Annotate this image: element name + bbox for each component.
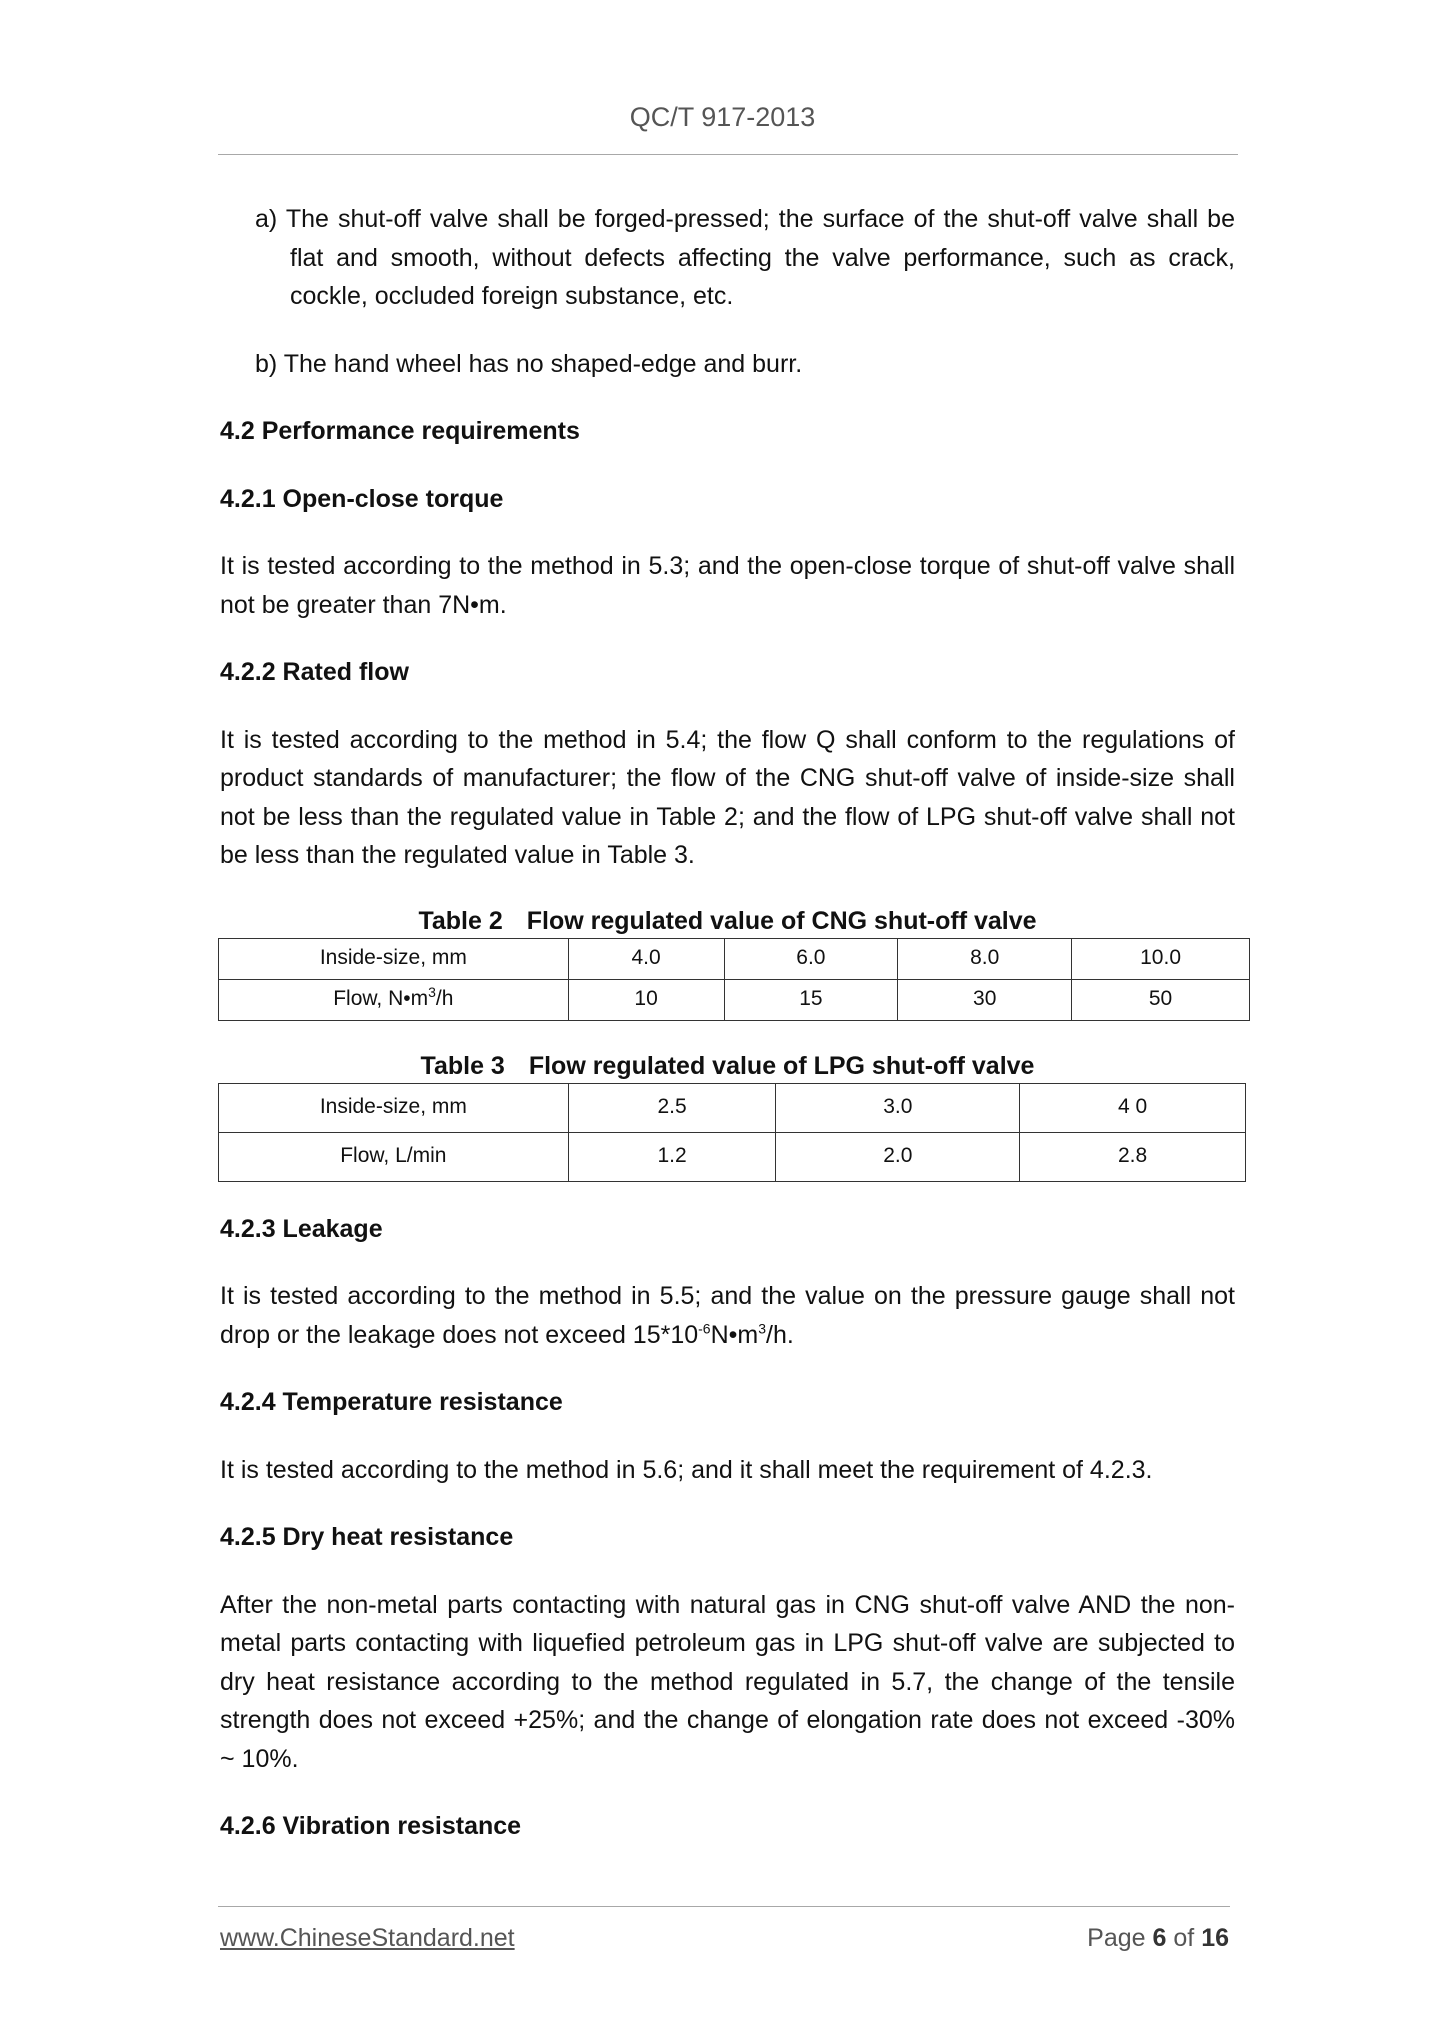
header-divider — [218, 154, 1238, 155]
paragraph-4-2-5: After the non-metal parts contacting with natural gas in CNG shut-off valve AND the non-metal parts contacting with liquefied petroleum gas in LPG shut-off valve are subjected to dry heat resistance according to the method regulated in 5.7, the change of the tensile strength does not exceed +25%; and the change of elongation rate does not exceed -30% ~ 10%. — [220, 1590, 1235, 1773]
table-cell: 2.5 — [568, 1083, 776, 1132]
page-total: 16 — [1201, 1924, 1229, 1952]
table-cell: 50 — [1072, 979, 1250, 1020]
paragraph-4-2-2: It is tested according to the method in 5.4; the flow Q shall conform to the regulations of product standards of manufacturer; the flow of the CNG shut-off valve of inside-size shall not be less than the regulated value in Table 2; and the flow of LPG shut-off valve shall not be less than the regulated value in Table 3. — [220, 725, 1235, 869]
table3-number: Table 3 — [420, 1051, 505, 1080]
table-cell: Inside-size, mm — [219, 1083, 569, 1132]
table-cell: 2.0 — [776, 1132, 1020, 1181]
page-of: of — [1173, 1924, 1195, 1952]
heading-4-2-5: 4.2.5 Dry heat resistance — [220, 1523, 514, 1551]
table-row — [219, 979, 1250, 1020]
table-cell: 8.0 — [898, 938, 1072, 979]
heading-4-2-1: 4.2.1 Open-close torque — [220, 484, 504, 513]
leakage-text: It is tested according to the method in 5.5; and the value on the pressure gauge shall not drop or the leakage does not exceed 15*10 — [220, 1282, 1235, 1349]
website-link[interactable]: www.ChineseStandard.net — [220, 1924, 515, 1952]
paragraph-4-2-3 — [220, 1277, 1235, 1354]
footer-divider — [218, 1906, 1230, 1907]
table2-flow-label-unit: /h — [435, 987, 454, 1011]
heading-4-2: 4.2 Performance requirements — [220, 417, 580, 445]
page-indicator — [1087, 1924, 1229, 1953]
heading-4-2-4: 4.2.4 Temperature resistance — [220, 1388, 563, 1416]
table2-flow-label-sup: 3 — [428, 984, 436, 1001]
paragraph-4-2-1: It is tested according to the method in 5.3; and the open-close torque of shut-off valve shall not be greater than 7N•m. — [220, 552, 1235, 619]
document-code: QC/T 917-2013 — [629, 102, 816, 132]
page-content — [220, 200, 1235, 1875]
table-cell — [219, 979, 569, 1020]
list-item-a: a) The shut-off valve shall be forged-pressed; the surface of the shut-off valve shall be flat and smooth, without defects affecting the valve performance, such as crack, cockle, occluded foreign substance, etc. — [255, 205, 1235, 310]
leakage-unit-end: /h. — [766, 1320, 794, 1349]
table3 — [218, 1083, 1246, 1182]
heading-4-2-3: 4.2.3 Leakage — [220, 1214, 383, 1243]
table-cell: 30 — [898, 979, 1072, 1020]
table-cell: 4 0 — [1020, 1083, 1246, 1132]
table-row — [219, 1132, 1246, 1181]
page-number: 6 — [1152, 1924, 1167, 1952]
page-prefix: Page — [1087, 1924, 1146, 1952]
table-cell: 3.0 — [776, 1083, 1020, 1132]
leakage-exponent: -6 — [698, 1320, 711, 1337]
leakage-unit: N•m — [710, 1320, 759, 1349]
table-cell: Flow, L/min — [219, 1132, 569, 1181]
table-cell: 10.0 — [1072, 938, 1250, 979]
paragraph-4-2-4: It is tested according to the method in 5.6; and it shall meet the requirement of 4.2.3. — [220, 1455, 1153, 1484]
table-cell: 1.2 — [568, 1132, 776, 1181]
heading-4-2-2: 4.2.2 Rated flow — [220, 658, 409, 686]
table2-title: Flow regulated value of CNG shut-off valve — [526, 906, 1037, 935]
table-cell: 2.8 — [1020, 1132, 1246, 1181]
table-row — [219, 938, 1250, 979]
heading-4-2-6: 4.2.6 Vibration resistance — [220, 1812, 522, 1840]
table3-caption — [220, 1049, 1235, 1083]
list-item-b: b) The hand wheel has no shaped-edge and burr. — [255, 349, 803, 378]
table-cell: 10 — [568, 979, 724, 1020]
table-cell: 6.0 — [724, 938, 898, 979]
table-cell: 15 — [724, 979, 898, 1020]
table2-caption — [220, 904, 1235, 938]
table-cell: Inside-size, mm — [219, 938, 569, 979]
table-row — [219, 1083, 1246, 1132]
table2-flow-label: Flow, N•m — [333, 987, 429, 1011]
table3-title: Flow regulated value of LPG shut-off valve — [528, 1051, 1035, 1080]
table2-number: Table 2 — [418, 906, 503, 935]
table2 — [218, 938, 1250, 1021]
leakage-unit-sup: 3 — [758, 1320, 767, 1337]
table-cell: 4.0 — [568, 938, 724, 979]
